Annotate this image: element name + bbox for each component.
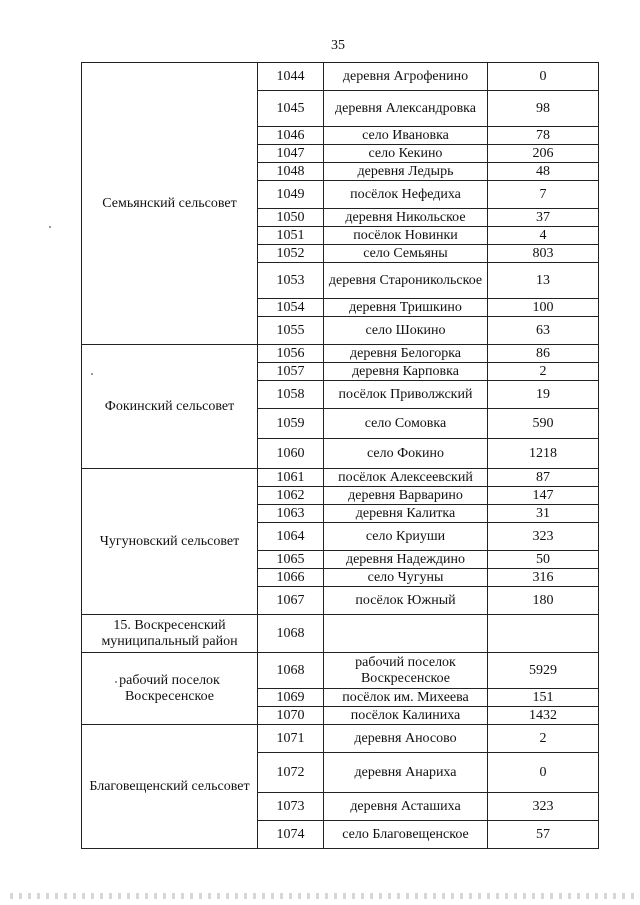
population-value: 57 [488, 821, 599, 849]
population-value: 37 [488, 209, 599, 227]
settlement-name: деревня Ледырь [324, 163, 488, 181]
settlement-name: посёлок Новинки [324, 227, 488, 245]
settlement-name: посёлок им. Михеева [324, 689, 488, 707]
settlement-name: деревня Агрофенино [324, 63, 488, 91]
settlement-name: деревня Аносово [324, 725, 488, 753]
scan-speck [91, 373, 93, 375]
settlement-name: село Шокино [324, 317, 488, 345]
settlement-name: деревня Асташиха [324, 793, 488, 821]
settlement-name: деревня Калитка [324, 505, 488, 523]
table-row [82, 653, 599, 689]
municipality-cell: Фокинский сельсовет [82, 345, 258, 469]
scan-speck [49, 226, 51, 228]
population-value: 100 [488, 299, 599, 317]
registry-number: 1049 [258, 181, 324, 209]
population-value: 48 [488, 163, 599, 181]
population-value: 323 [488, 523, 599, 551]
settlement-name: посёлок Нефедиха [324, 181, 488, 209]
registry-number: 1058 [258, 381, 324, 409]
table-row [82, 469, 599, 487]
registry-number: 1050 [258, 209, 324, 227]
registry-number: 1063 [258, 505, 324, 523]
population-value: 78 [488, 127, 599, 145]
population-value: 19 [488, 381, 599, 409]
population-value: 86 [488, 345, 599, 363]
registry-number: 1072 [258, 753, 324, 793]
population-value: 316 [488, 569, 599, 587]
population-value: 0 [488, 753, 599, 793]
municipality-cell: рабочий поселок Воскресенское [82, 653, 258, 725]
table-row [82, 725, 599, 753]
population-value: 147 [488, 487, 599, 505]
population-value: 13 [488, 263, 599, 299]
registry-number: 1065 [258, 551, 324, 569]
population-value: 5929 [488, 653, 599, 689]
population-value: 206 [488, 145, 599, 163]
settlement-name: деревня Анариха [324, 753, 488, 793]
settlement-name: деревня Староникольское [324, 263, 488, 299]
registry-number: 1069 [258, 689, 324, 707]
settlement-name: деревня Варварино [324, 487, 488, 505]
registry-number: 1074 [258, 821, 324, 849]
municipality-cell: Благовещенский сельсовет [82, 725, 258, 849]
registry-number: 1055 [258, 317, 324, 345]
registry-number: 1071 [258, 725, 324, 753]
registry-number: 1068 [258, 615, 324, 653]
settlement-name: рабочий поселок Воскресенское [324, 653, 488, 689]
registry-number: 1064 [258, 523, 324, 551]
scan-artifact-line [10, 893, 635, 899]
population-value: 151 [488, 689, 599, 707]
registry-number: 1053 [258, 263, 324, 299]
settlement-name: деревня Александровка [324, 91, 488, 127]
registry-number: 1061 [258, 469, 324, 487]
page-number: 35 [331, 38, 345, 53]
registry-number: 1048 [258, 163, 324, 181]
registry-number: 1059 [258, 409, 324, 439]
table-row [82, 63, 599, 91]
registry-number: 1060 [258, 439, 324, 469]
settlement-name: деревня Надеждино [324, 551, 488, 569]
population-value: 590 [488, 409, 599, 439]
population-value: 1432 [488, 707, 599, 725]
registry-number: 1056 [258, 345, 324, 363]
settlement-name: село Фокино [324, 439, 488, 469]
municipality-cell: Чугуновский сельсовет [82, 469, 258, 615]
registry-number: 1046 [258, 127, 324, 145]
settlement-name: село Сомовка [324, 409, 488, 439]
settlement-name: село Благовещенское [324, 821, 488, 849]
registry-number: 1068 [258, 653, 324, 689]
population-value: 98 [488, 91, 599, 127]
population-value: 803 [488, 245, 599, 263]
settlement-name: посёлок Калиниха [324, 707, 488, 725]
settlement-name: посёлок Южный [324, 587, 488, 615]
population-value: 4 [488, 227, 599, 245]
settlement-name: село Семьяны [324, 245, 488, 263]
settlement-name: посёлок Приволжский [324, 381, 488, 409]
settlement-name [324, 615, 488, 653]
settlement-name: деревня Тришкино [324, 299, 488, 317]
settlement-name: деревня Карповка [324, 363, 488, 381]
settlements-table [81, 62, 599, 849]
settlement-name: село Ивановка [324, 127, 488, 145]
population-value: 31 [488, 505, 599, 523]
registry-number: 1051 [258, 227, 324, 245]
settlement-name: посёлок Алексеевский [324, 469, 488, 487]
population-value: 2 [488, 363, 599, 381]
registry-number: 1047 [258, 145, 324, 163]
settlement-name: село Чугуны [324, 569, 488, 587]
municipality-cell: Семьянский сельсовет [82, 63, 258, 345]
settlement-name: деревня Никольское [324, 209, 488, 227]
population-value: 323 [488, 793, 599, 821]
population-value: 7 [488, 181, 599, 209]
registry-number: 1057 [258, 363, 324, 381]
population-value: 63 [488, 317, 599, 345]
population-value: 87 [488, 469, 599, 487]
registry-number: 1062 [258, 487, 324, 505]
population-value: 50 [488, 551, 599, 569]
registry-number: 1067 [258, 587, 324, 615]
settlement-name: деревня Белогорка [324, 345, 488, 363]
table-row [82, 345, 599, 363]
scan-speck [115, 681, 117, 683]
population-value: 1218 [488, 439, 599, 469]
registry-number: 1073 [258, 793, 324, 821]
population-value: 180 [488, 587, 599, 615]
population-value: 0 [488, 63, 599, 91]
population-value: 2 [488, 725, 599, 753]
settlement-name: село Криуши [324, 523, 488, 551]
registry-number: 1066 [258, 569, 324, 587]
registry-number: 1044 [258, 63, 324, 91]
registry-number: 1054 [258, 299, 324, 317]
table-row [82, 615, 599, 653]
registry-number: 1052 [258, 245, 324, 263]
registry-number: 1045 [258, 91, 324, 127]
district-cell: 15. Воскресенский муниципальный район [82, 615, 258, 653]
population-value [488, 615, 599, 653]
settlement-name: село Кекино [324, 145, 488, 163]
registry-number: 1070 [258, 707, 324, 725]
